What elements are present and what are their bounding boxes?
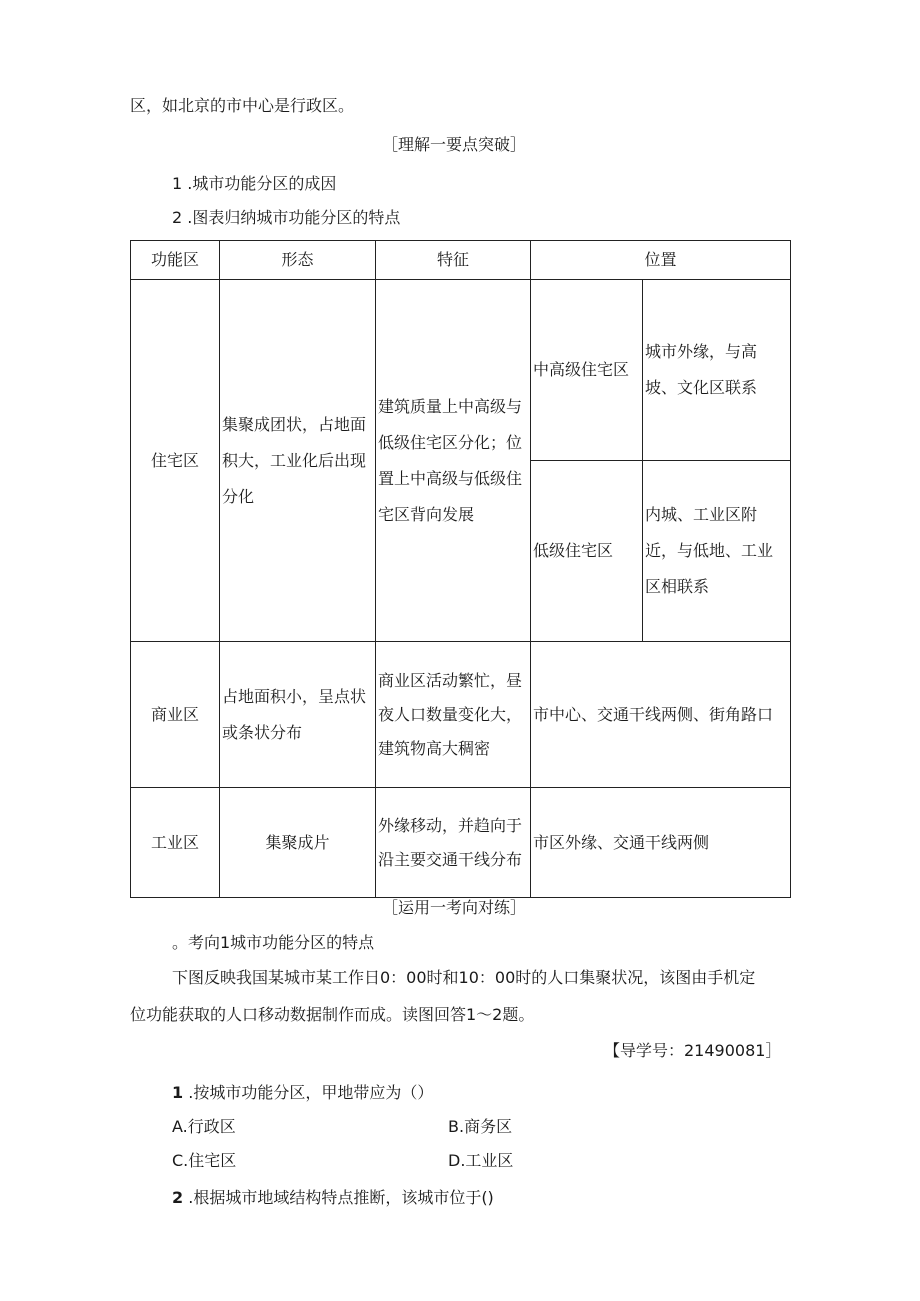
location-commercial: 市中心、交通干线两侧、街角路口: [531, 642, 791, 788]
point-2: 2 .图表归纳城市功能分区的特点: [172, 208, 401, 227]
feature-residential: 建筑质量上中高级与低级住宅区分化；位置上中高级与低级住宅区背向发展: [376, 280, 531, 642]
q1-option-c: C.住宅区: [172, 1151, 237, 1170]
header-form: 形态: [220, 241, 376, 280]
section-heading-understand: ［理解一要点突破］: [382, 135, 527, 154]
q1-option-d: D.工业区: [448, 1151, 514, 1170]
zone-commercial: 商业区: [131, 642, 220, 788]
direction-1: 。考向1城市功能分区的特点: [172, 933, 375, 952]
header-location: 位置: [531, 241, 791, 280]
question-2: [172, 1190, 494, 1206]
location-low: 内城、工业区附近，与低地、工业区相联系: [643, 461, 791, 642]
point-1: 1 .城市功能分区的成因: [172, 174, 337, 193]
function-zone-table: [130, 240, 791, 898]
header-feature: 特征: [376, 241, 531, 280]
feature-industrial: 外缘移动，并趋向于沿主要交通干线分布: [376, 788, 531, 898]
form-residential: 集聚成团状，占地面积大，工业化后出现分化: [220, 280, 376, 642]
passage-line-2: 位功能获取的人口移动数据制作而成。读图回答1～2题。: [130, 1005, 535, 1024]
q1-option-a: A.行政区: [172, 1117, 236, 1136]
form-industrial: 集聚成片: [220, 788, 376, 898]
sub-zone-high: 中高级住宅区: [531, 280, 643, 461]
question-1-text: .按城市功能分区，甲地带应为（）: [183, 1083, 434, 1102]
passage-line-1: 下图反映我国某城市某工作日0：00时和10：00时的人口集聚状况，该图由手机定: [172, 968, 756, 987]
zone-industrial: 工业区: [131, 788, 220, 898]
table-header-row: [131, 241, 791, 280]
location-industrial: 市区外缘、交通干线两侧: [531, 788, 791, 898]
form-commercial: 占地面积小，呈点状或条状分布: [220, 642, 376, 788]
question-1: [172, 1085, 433, 1101]
zone-residential: 住宅区: [131, 280, 220, 642]
header-zone: 功能区: [131, 241, 220, 280]
question-2-number: 2: [172, 1188, 184, 1207]
location-high: 城市外缘，与高坡、文化区联系: [643, 280, 791, 461]
table-row: [131, 788, 791, 898]
question-2-text: .根据城市地域结构特点推断，该城市位于(): [183, 1188, 494, 1207]
question-1-number: 1: [172, 1083, 184, 1102]
table-row: [131, 280, 791, 461]
sub-zone-low: 低级住宅区: [531, 461, 643, 642]
table-row: [131, 642, 791, 788]
guide-number: 【导学号：21490081］: [604, 1041, 782, 1060]
q1-option-b: B.商务区: [448, 1117, 513, 1136]
section-heading-apply: ［运用一考向对练］: [382, 898, 527, 917]
feature-commercial: 商业区活动繁忙，昼夜人口数量变化大，建筑物高大稠密: [376, 642, 531, 788]
intro-line: 区，如北京的市中心是行政区。: [130, 96, 355, 115]
